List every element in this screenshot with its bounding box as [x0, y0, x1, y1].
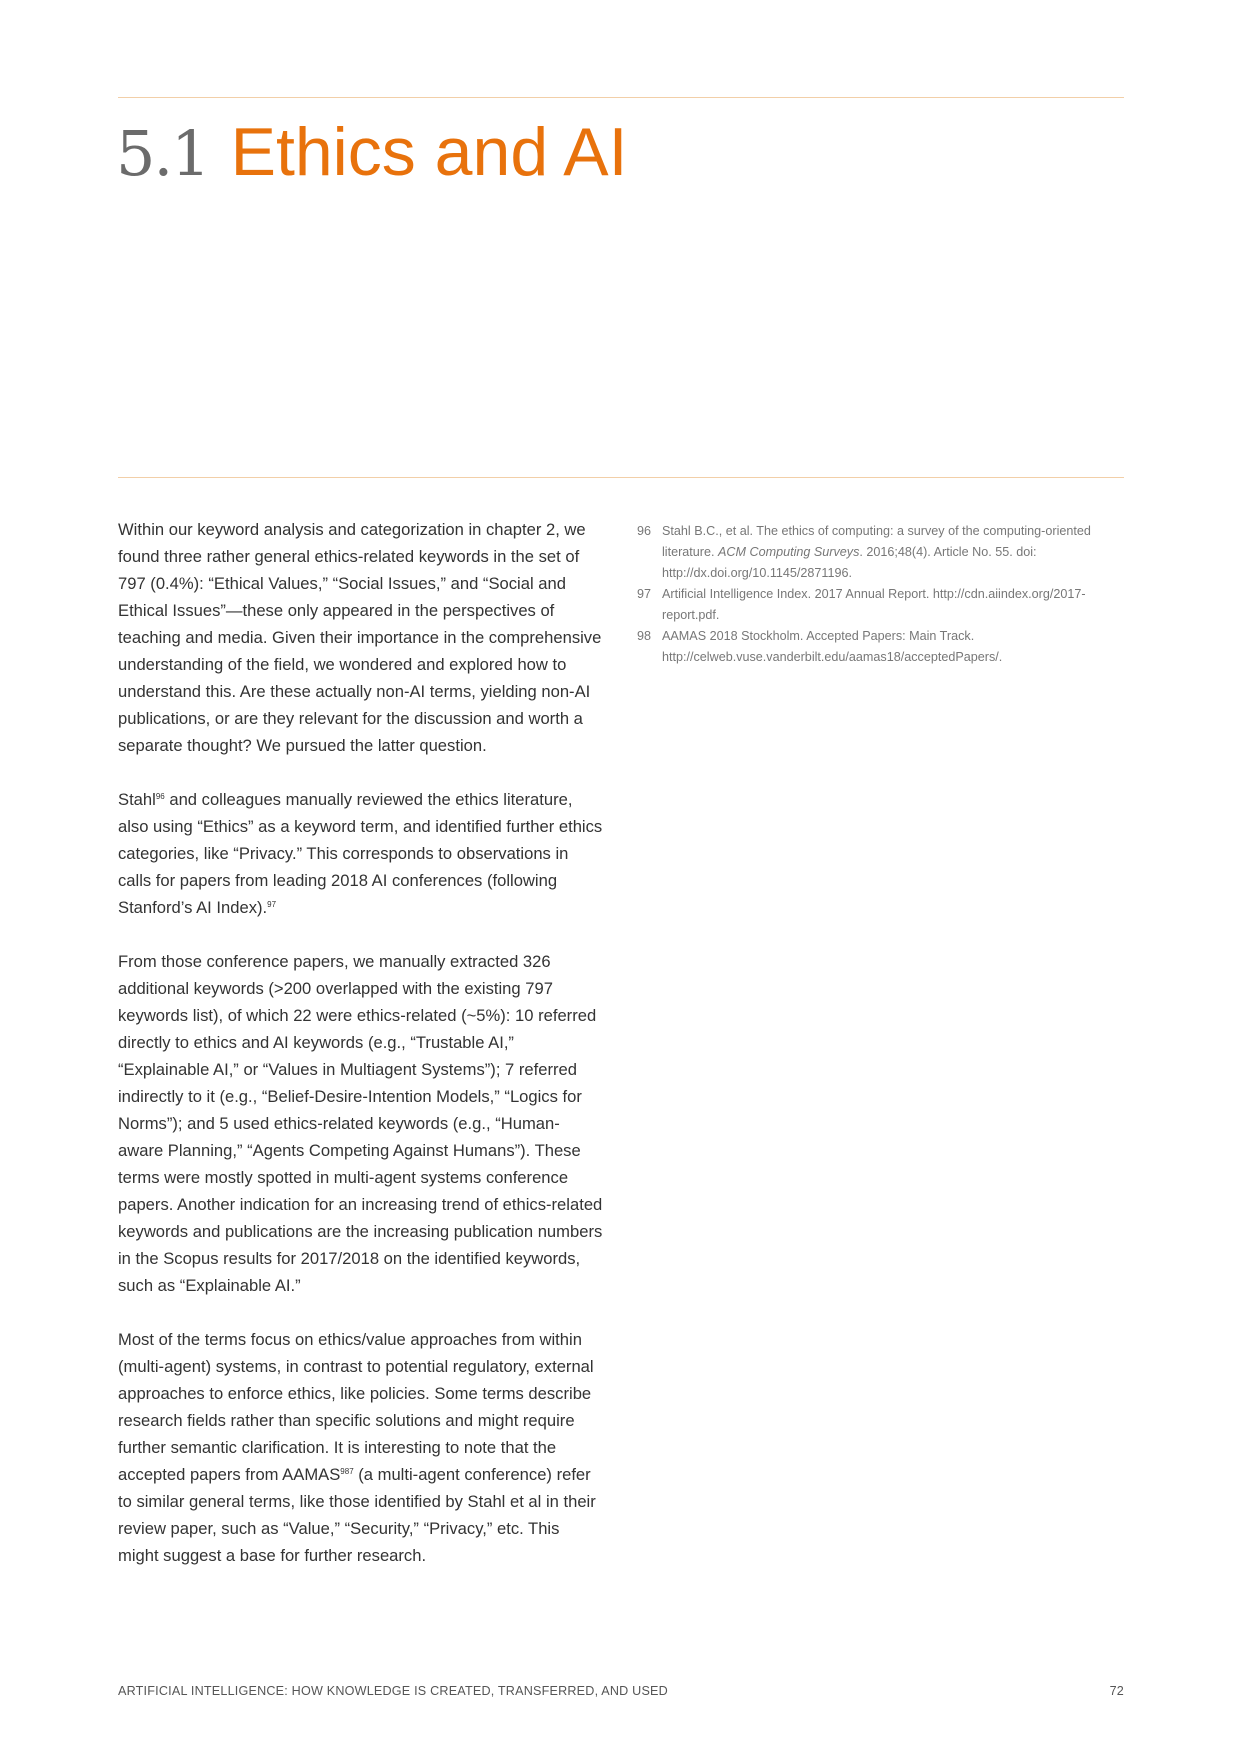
body-paragraph-2-rest: and colleagues manually reviewed the ethics literature, also using “Ethics” as a keyword term, and identified further ethics categories, like “Privacy.” This corresponds to observations in calls for papers from leading 2018 AI conferences (following Stanford’s AI Index).: [118, 790, 603, 917]
body-paragraph-2-start: Stahl: [118, 790, 156, 809]
footnote-ref-97[interactable]: 97: [267, 900, 277, 909]
footnote-text-start: Stahl B.C., et al. The ethics of computing: a survey of the computing-oriented literature.: [662, 524, 1091, 559]
footnote-ref-987[interactable]: 987: [340, 1467, 354, 1476]
page-footer: [118, 1684, 1124, 1698]
body-paragraph-3: From those conference papers, we manually extracted 326 additional keywords (>200 overlapped with the existing 797 keywords list), of which 22 were ethics-related (~5%): 10 referred directly to ethics and AI keywords (e.g., “Trustable AI,” “Explainable AI,” or “Values in Multiagent Systems”); 7 referred indirectly to it (e.g., “Belief-Desire-Intention Models,” “Logics for Norms”); and 5 used ethics-related keywords (e.g., “Human-aware Planning,” “Agents Competing Against Humans”). These terms were mostly spotted in multi-agent systems conference papers. Another indication for an increasing trend of ethics-related keywords and publications are the increasing publication numbers in the Scopus results for 2017/2018 on the identified keywords, such as “Explainable AI.”: [118, 952, 603, 1295]
page-number: 72: [1109, 1684, 1124, 1698]
footnotes-column: [637, 521, 1127, 668]
body-paragraph-4-start: Most of the terms focus on ethics/value approaches from within (multi-agent) systems, in contrast to potential regulatory, external approaches to enforce ethics, like policies. Some terms describe research fields rather than specific solutions and might require further semantic clarification. It is interesting to note that the accepted papers from AAMAS: [118, 1330, 594, 1484]
footnote-text: Artificial Intelligence Index. 2017 Annual Report. http://cdn.aiindex.org/2017-report.pdf.: [662, 587, 1086, 622]
footnote-text-rest: . 2016;48(4). Article No. 55. doi: http://dx.doi.org/10.1145/2871196.: [662, 545, 1037, 580]
footnote-text: [662, 521, 1127, 584]
body-paragraph-4-rest: (a multi-agent conference) refer to similar general terms, like those identified by Stahl et al in their review paper, such as “Value,” “Security,” “Privacy,” etc. This might suggest a base for further research.: [118, 1465, 596, 1565]
footnote-number: 98: [637, 629, 652, 643]
footnote-journal: ACM Computing Surveys: [718, 545, 860, 559]
footnote-number: 97: [637, 587, 652, 601]
section-heading: [116, 114, 628, 190]
footnote-text: AAMAS 2018 Stockholm. Accepted Papers: Main Track. http://celweb.vuse.vanderbilt.edu/aamas18/acceptedPapers/.: [662, 629, 1003, 664]
body-paragraph-2: [118, 786, 604, 921]
footnote-ref-96[interactable]: 96: [155, 792, 165, 801]
footnote-97: [637, 584, 1127, 626]
running-title: ARTIFICIAL INTELLIGENCE: HOW KNOWLEDGE IS CREATED, TRANSFERRED, AND USED: [118, 1684, 668, 1698]
footnote-98: [637, 626, 1127, 668]
body-paragraph-1: Within our keyword analysis and categorization in chapter 2, we found three rather general ethics-related keywords in the set of 797 (0.4%): “Ethical Values,” “Social Issues,” and “Social and Ethical Issues”—these only appeared in the perspectives of teaching and media. Given their importance in the comprehensive understanding of the field, we wondered and explored how to understand this. Are these actually non-AI terms, yielding non-AI publications, or are they relevant for the discussion and worth a separate thought? We pursued the latter question.: [118, 520, 602, 755]
middle-divider: [118, 477, 1124, 478]
top-divider: [118, 97, 1124, 98]
footnote-number: 96: [637, 524, 652, 538]
body-column: [118, 516, 604, 1596]
body-paragraph-4: [118, 1326, 604, 1569]
section-number: 5.1: [116, 117, 209, 190]
footnote-96: [637, 521, 1127, 584]
section-title: Ethics and AI: [230, 114, 628, 190]
